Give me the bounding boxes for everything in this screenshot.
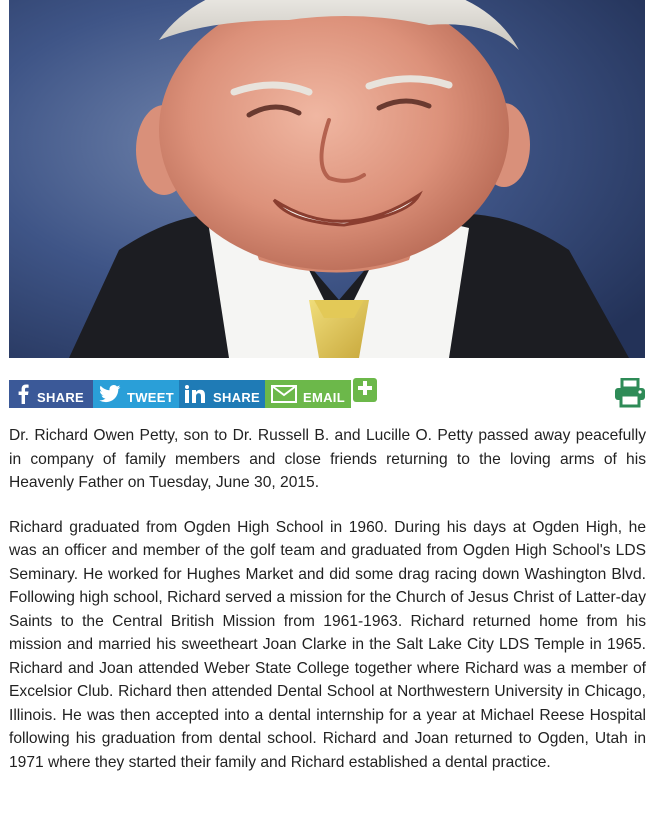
plus-icon	[357, 380, 373, 401]
linkedin-share-button[interactable]	[179, 380, 265, 408]
envelope-icon	[271, 385, 297, 403]
print-button[interactable]	[614, 378, 646, 408]
linkedin-icon	[185, 385, 207, 403]
twitter-bird-icon	[99, 385, 121, 403]
article-paragraph-2: Richard graduated from Ogden High School in 1960. During his days at Ogden High, he was an officer and member of the golf team and graduated from Ogden High School's LDS Seminary. He worked for Hughes Market and did some drag racing down Washington Blvd. Following high school, Richard served a mission for the Church of Jesus Christ of Latter-day Saints to the Central British Mission from 1961-1963. Richard returned home from his mission and married his sweetheart Joan Clarke in the Salt Lake City LDS Temple in 1965. Richard and Joan attended Weber State College together where Richard was a member of Excelsior Club. Richard then attended Dental School at Northwestern University in Chicago, Illinois. He was then accepted into a dental internship for a year at Michael Reese Hospital following his graduation from dental school. Richard and Joan returned to Ogden, Utah in 1971 where they started their family and Richard established a dental practice.	[9, 518, 646, 771]
email-share-button[interactable]	[265, 380, 351, 408]
email-share-label: EMAIL	[303, 389, 345, 405]
twitter-tweet-label: TWEET	[127, 389, 174, 405]
share-toolbar	[9, 380, 377, 408]
twitter-tweet-button[interactable]	[93, 380, 179, 408]
facebook-icon	[15, 384, 31, 404]
facebook-share-button[interactable]	[9, 380, 93, 408]
portrait-photo	[9, 0, 645, 358]
linkedin-share-label: SHARE	[213, 389, 261, 405]
portrait-illustration	[9, 0, 645, 358]
printer-icon	[614, 395, 646, 412]
obituary-article	[9, 424, 646, 795]
article-paragraph-1: Dr. Richard Owen Petty, son to Dr. Russell B. and Lucille O. Petty passed away peacefully in company of family members and close friends returning to the loving arms of his Heavenly Father on Tuesday, June 30, 2015.	[9, 427, 646, 491]
facebook-share-label: SHARE	[37, 389, 85, 405]
more-share-options-button[interactable]	[353, 378, 377, 402]
